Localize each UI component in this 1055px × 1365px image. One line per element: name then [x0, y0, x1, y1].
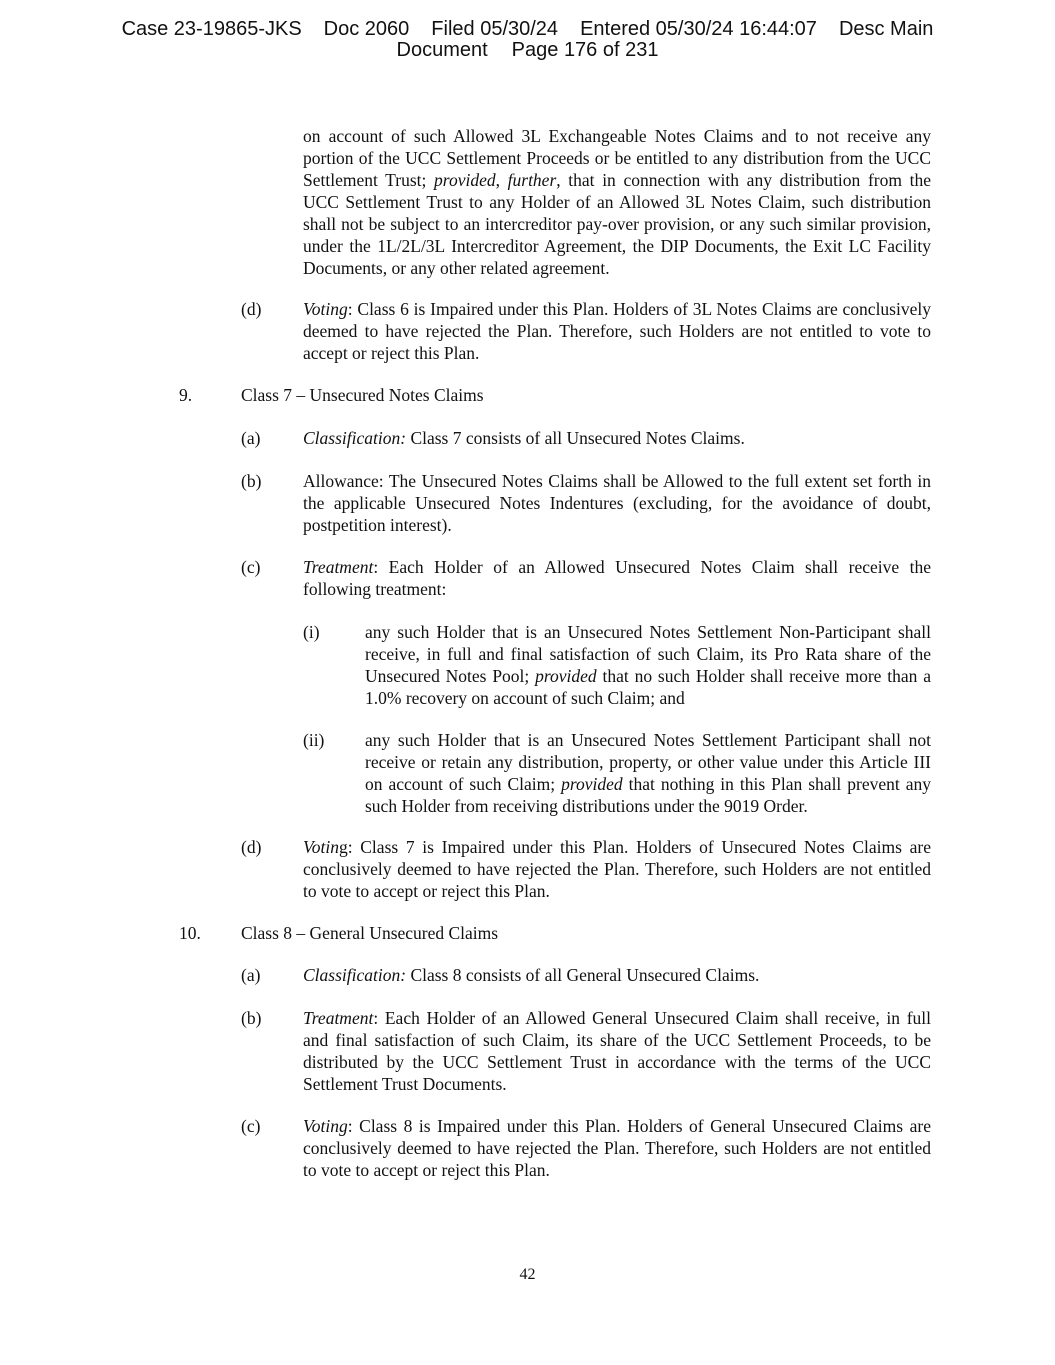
- section-9-number: 9.: [179, 385, 193, 405]
- class7-classification: Classification: Class 7 consists of all Unsecured Notes Claims.: [303, 428, 745, 448]
- class7-cii-label: (ii): [303, 730, 325, 750]
- class7-treatment-ii: any such Holder that is an Unsecured Notes Settlement Participant shall not receive or retain any distribution, property, or other value under this Article III on account of such Claim; provided that nothing in this Plan shall prevent any such Holder from receiving distributions under the 9019 Order.: [365, 730, 931, 816]
- continuation-paragraph: on account of such Allowed 3L Exchangeable Notes Claims and to not receive any portion of the UCC Settlement Proceeds or be entitled to any distribution from the UCC Settlement Trust; provided, further, that in connection with any distribution from the UCC Settlement Trust to any Holder of an Allowed 3L Notes Claim, such distribution shall not be subject to an intercreditor pay-over provision, or any such similar provision, under the 1L/2L/3L Intercreditor Agreement, the DIP Documents, the Exit LC Facility Documents, or any other related agreement.: [303, 126, 932, 278]
- class6-d-label: (d): [241, 299, 262, 319]
- class8-c-label: (c): [241, 1116, 261, 1136]
- class7-a-label: (a): [241, 428, 261, 448]
- desc-label: Desc Main: [838, 18, 934, 40]
- page-info: Page 176 of 231: [511, 39, 659, 61]
- header-line-2: [0, 40, 1055, 61]
- class8-treatment: Treatment: Each Holder of an Allowed General Unsecured Claim shall receive, in full and final satisfaction of such Claim, its share of the UCC Settlement Proceeds, to be distributed by the UCC Settlement Trust in accordance with the terms of the UCC Settlement Trust Documents.: [303, 1008, 931, 1094]
- header-line-1: [0, 19, 1055, 40]
- document-label: Document: [396, 39, 488, 61]
- entered-date: Entered 05/30/24 16:44:07: [580, 18, 817, 40]
- class7-treatment-i: any such Holder that is an Unsecured Notes Settlement Non-Participant shall receive, in full and final satisfaction of such Claim, its Pro Rata share of the Unsecured Notes Pool; provided that no such Holder shall receive more than a 1.0% recovery on account of such Claim; and: [365, 622, 931, 708]
- page-number: 42: [519, 1266, 536, 1283]
- class7-allowance: Allowance: The Unsecured Notes Claims shall be Allowed to the full extent set forth in the applicable Unsecured Notes Indentures (excluding, for the avoidance of doubt, postpetition interest).: [303, 471, 931, 535]
- class7-b-label: (b): [241, 471, 262, 491]
- class8-voting: Voting: Class 8 is Impaired under this Plan. Holders of General Unsecured Claims are conclusively deemed to have rejected the Plan. Therefore, such Holders are not entitled to vote to accept or reject this Plan.: [303, 1116, 931, 1180]
- class7-treatment: Treatment: Each Holder of an Allowed Unsecured Notes Claim shall receive the following treatment:: [303, 557, 931, 599]
- section-10-title: Class 8 – General Unsecured Claims: [241, 923, 499, 943]
- doc-number: Doc 2060: [323, 18, 410, 40]
- class7-ci-label: (i): [303, 622, 320, 642]
- class7-d-label: (d): [241, 837, 262, 857]
- class7-voting: Voting: Class 7 is Impaired under this Plan. Holders of Unsecured Notes Claims are conclusively deemed to have rejected the Plan. Therefore, such Holders are not entitled to vote to accept or reject this Plan.: [303, 837, 931, 901]
- section-9-title: Class 7 – Unsecured Notes Claims: [241, 385, 484, 405]
- class8-classification: Classification: Class 8 consists of all General Unsecured Claims.: [303, 965, 760, 985]
- court-header: [0, 19, 1055, 61]
- class7-c-label: (c): [241, 557, 261, 577]
- class8-a-label: (a): [241, 965, 261, 985]
- filed-date: Filed 05/30/24: [431, 18, 559, 40]
- case-number: Case 23-19865-JKS: [121, 18, 302, 40]
- class6-voting-paragraph: Voting: Class 6 is Impaired under this Plan. Holders of 3L Notes Claims are conclusively deemed to have rejected the Plan. Therefore, such Holders are not entitled to vote to accept or reject this Plan.: [303, 299, 931, 363]
- class8-b-label: (b): [241, 1008, 262, 1028]
- section-10-number: 10.: [179, 923, 201, 943]
